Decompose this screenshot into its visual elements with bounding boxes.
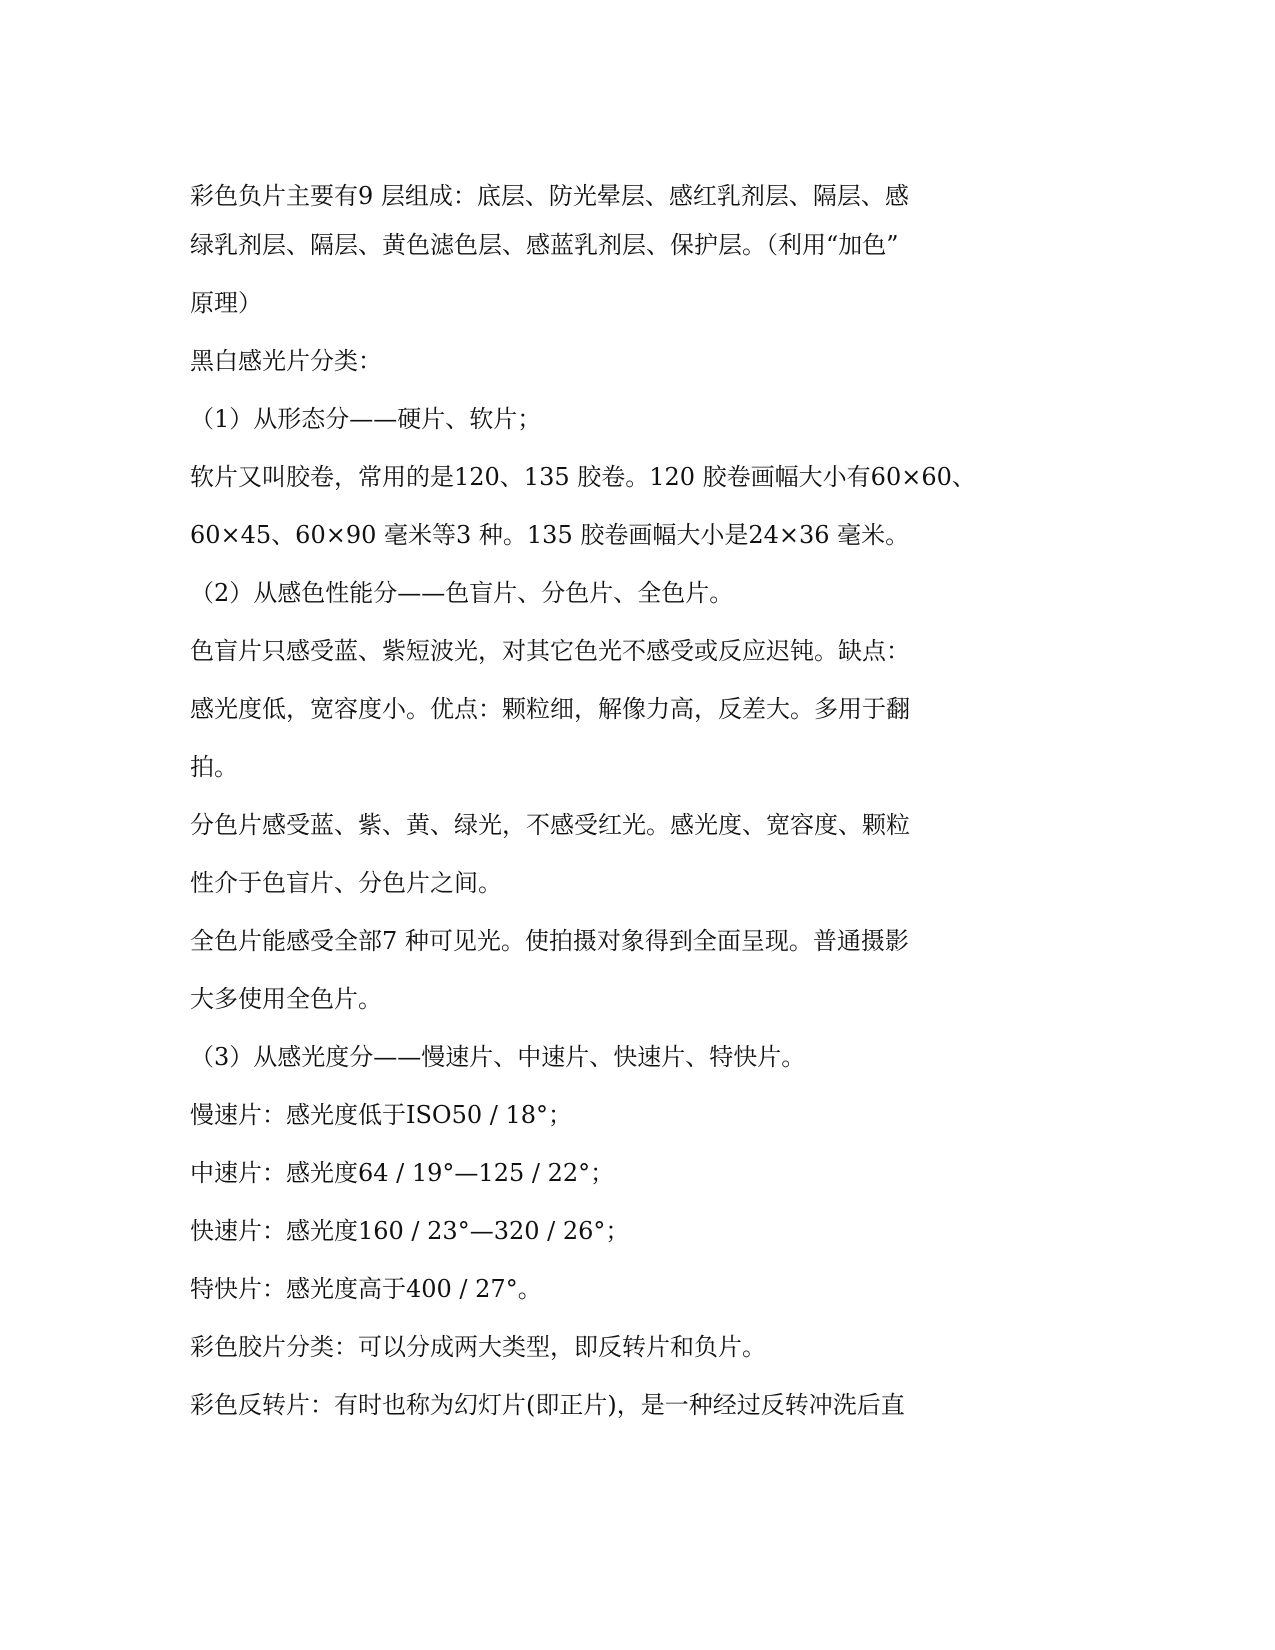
text-line: （3）从感光度分——慢速片、中速片、快速片、特快片。	[190, 1043, 806, 1071]
text-line: （2）从感色性能分——色盲片、分色片、全色片。	[190, 579, 734, 607]
text-line: 60×45、60×90 毫米等3 种。135 胶卷画幅大小是24×36 毫米。	[190, 521, 910, 549]
text-line: 大多使用全色片。	[190, 985, 382, 1013]
text-line: （1）从形态分——硬片、软片；	[190, 405, 542, 433]
text-line: 软片又叫胶卷，常用的是120、135 胶卷。120 胶卷画幅大小有60×60、	[190, 463, 976, 491]
text-line: 中速片：感光度64 / 19°—125 / 22°；	[190, 1159, 615, 1187]
text-line: 拍。	[190, 753, 238, 781]
text-line: 全色片能感受全部7 种可见光。使拍摄对象得到全面呈现。普通摄影	[190, 927, 909, 955]
text-line: 特快片：感光度高于400 / 27°。	[190, 1275, 542, 1303]
text-line: 分色片感受蓝、紫、黄、绿光，不感受红光。感光度、宽容度、颗粒	[190, 811, 910, 839]
text-line: 色盲片只感受蓝、紫短波光，对其它色光不感受或反应迟钝。缺点：	[190, 637, 910, 665]
text-line: 感光度低，宽容度小。优点：颗粒细，解像力高，反差大。多用于翻	[190, 695, 910, 723]
text-line: 原理）	[190, 289, 262, 317]
text-line: 绿乳剂层、隔层、黄色滤色层、感蓝乳剂层、保护层。（利用“加色”	[190, 231, 899, 259]
text-line: 彩色反转片：有时也称为幻灯片(即正片)，是一种经过反转冲洗后直	[190, 1391, 905, 1419]
text-line: 性介于色盲片、分色片之间。	[190, 869, 502, 897]
text-line: 彩色负片主要有9 层组成：底层、防光晕层、感红乳剂层、隔层、感	[190, 182, 909, 210]
text-line: 快速片：感光度160 / 23°—320 / 26°；	[190, 1217, 630, 1245]
text-line: 彩色胶片分类：可以分成两大类型，即反转片和负片。	[190, 1333, 766, 1361]
text-line: 黑白感光片分类：	[190, 347, 382, 375]
text-line: 慢速片：感光度低于ISO50 / 18°；	[190, 1101, 573, 1129]
